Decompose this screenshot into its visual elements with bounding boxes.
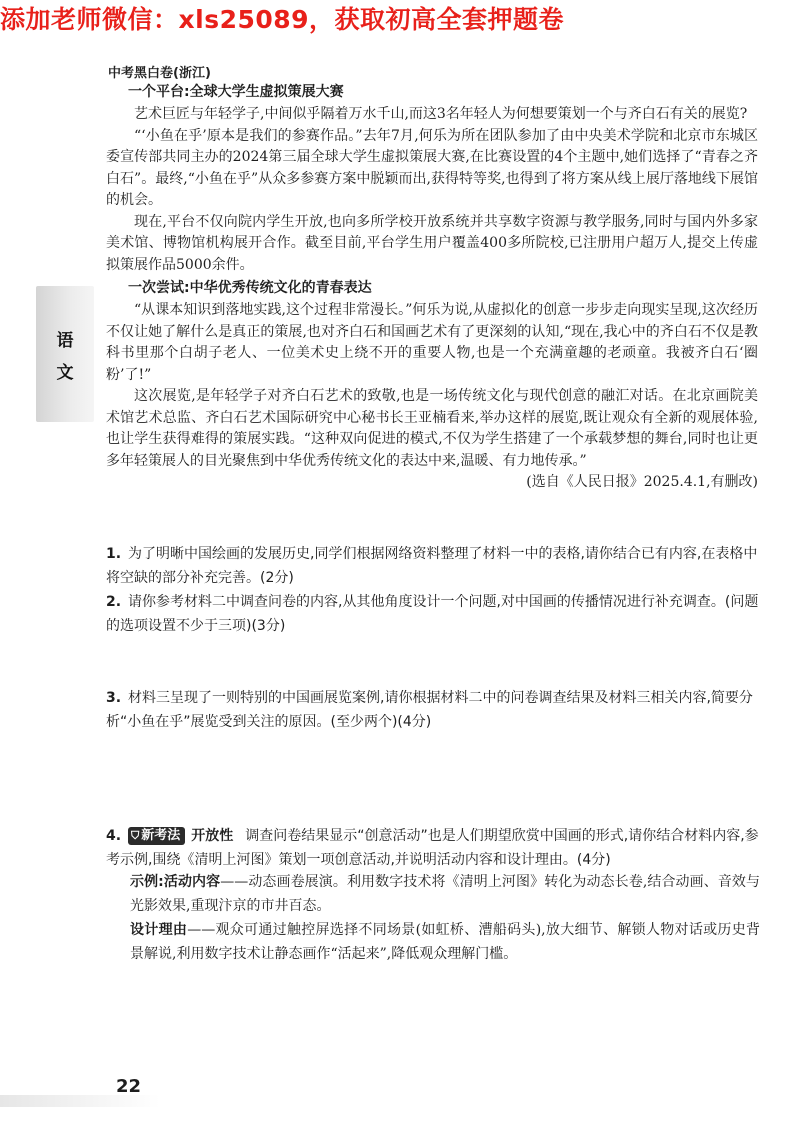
example-activity <box>130 870 760 918</box>
example-text: ——动态画卷展演。利用数字技术将《清明上河图》转化为动态长卷,结合动画、音效与光影效果,重现汴京的市井百态。 <box>130 874 760 914</box>
paragraph: “‘小鱼在乎’原本是我们的参赛作品。”去年7月,何乐为所在团队参加了由中央美术学院和北京市东城区委宣传部共同主办的2024第三届全球大学生虚拟策展大赛,在比赛设置的4个主题中,她们选择了“青春之齐白石”。最终,“小鱼在乎”从众多参赛方案中脱颖而出,获得特等奖,也得到了将方案从线上展厅落地线下展馆的机会。 <box>106 127 758 208</box>
shield-icon: ⛉ <box>131 829 140 842</box>
reason-label: 设计理由 <box>130 922 188 938</box>
question-number: 2. <box>106 594 122 610</box>
side-tab-char-2: 文 <box>56 363 74 383</box>
paragraph: 艺术巨匠与年轻学子,中间似乎隔着万水千山,而这3名年轻人为何想要策划一个与齐白石有关的展览? <box>134 106 748 122</box>
promo-banner: 添加老师微信：xls25089，获取初高全套押题卷 <box>0 5 565 34</box>
subject-side-tab <box>36 286 94 422</box>
side-tab-char-1: 语 <box>56 331 74 351</box>
question-number: 3. <box>106 690 122 706</box>
material-three <box>106 80 758 494</box>
paragraph: 现在,平台不仅向院内学生开放,也向多所学校开放系统并共享数字资源与教学服务,同时与国内外多家美术馆、博物馆机构展开合作。截至目前,平台学生用户覆盖400多所院校,已注册用户超万人,提交上传虚拟策展作品5000余件。 <box>106 213 758 273</box>
question-2 <box>106 590 766 638</box>
badge-label: 新考法 <box>141 828 181 843</box>
question-3 <box>106 686 766 734</box>
question-text: 材料三呈现了一则特别的中国画展览案例,请你根据材料二中的问卷调查结果及材料三相关内容,简要分析“小鱼在乎”展览受到关注的原因。(至少两个)(4分) <box>106 690 753 730</box>
question-number: 4. <box>106 828 122 844</box>
subheading-platform: 一个平台:全球大学生虚拟策展大赛 <box>128 84 344 100</box>
subheading-attempt: 一次尝试:中华优秀传统文化的青春表达 <box>128 280 372 296</box>
question-tag: 开放性 <box>191 828 234 844</box>
question-text: 为了明晰中国绘画的发展历史,同学们根据网络资料整理了材料一中的表格,请你结合已有内容,在表格中将空缺的部分补充完善。(2分) <box>106 546 758 586</box>
question-number: 1. <box>106 546 122 562</box>
source-citation: (选自《人民日报》2025.4.1,有删改) <box>526 474 758 490</box>
question-4 <box>106 824 766 872</box>
new-exam-badge <box>128 827 185 845</box>
paragraph <box>106 386 758 490</box>
example-reason <box>130 918 760 966</box>
page-number: 22 <box>116 1076 142 1097</box>
example-label: 示例:活动内容 <box>130 874 221 890</box>
question-1 <box>106 542 766 590</box>
book-header: 中考黑白卷(浙江) <box>108 66 211 81</box>
question-text: 调查问卷结果显示“创意活动”也是人们期望欣赏中国画的形式,请你结合材料内容,参考示例,围绕《清明上河图》策划一项创意活动,并说明活动内容和设计理由。(4分) <box>106 828 759 868</box>
question-text: 请你参考材料二中调查问卷的内容,从其他角度设计一个问题,对中国画的传播情况进行补充调查。(问题的选项设置不少于三项)(3分) <box>106 594 759 634</box>
paragraph-text: 这次展览,是年轻学子对齐白石艺术的致敬,也是一场传统文化与现代创意的融汇对话。在北京画院美术馆艺术总监、齐白石艺术国际研究中心秘书长王亚楠看来,举办这样的展览,既让观众有全新的观展体验,也让学生获得难得的策展实践。“这种双向促进的模式,不仅为学生搭建了一个承载梦想的舞台,同时也让更多年轻策展人的目光聚焦到中华优秀传统文化的表达中来,温暖、有力地传承。” <box>106 388 758 469</box>
reason-text: ——观众可通过触控屏选择不同场景(如虹桥、漕船码头),放大细节、解锁人物对话或历史背景解说,利用数字技术让静态画作“活起来”,降低观众理解门槛。 <box>130 922 761 962</box>
paragraph: “从课本知识到落地实践,这个过程非常漫长。”何乐为说,从虚拟化的创意一步步走向现实呈现,这次经历不仅让她了解什么是真正的策展,也对齐白石和国画艺术有了更深刻的认知,“现在,我心中的齐白石不仅是教科书里那个白胡子老人、一位美术史上绕不开的重要人物,也是一个充满童趣的老顽童。我被齐白石‘圈粉’了!” <box>106 302 758 383</box>
